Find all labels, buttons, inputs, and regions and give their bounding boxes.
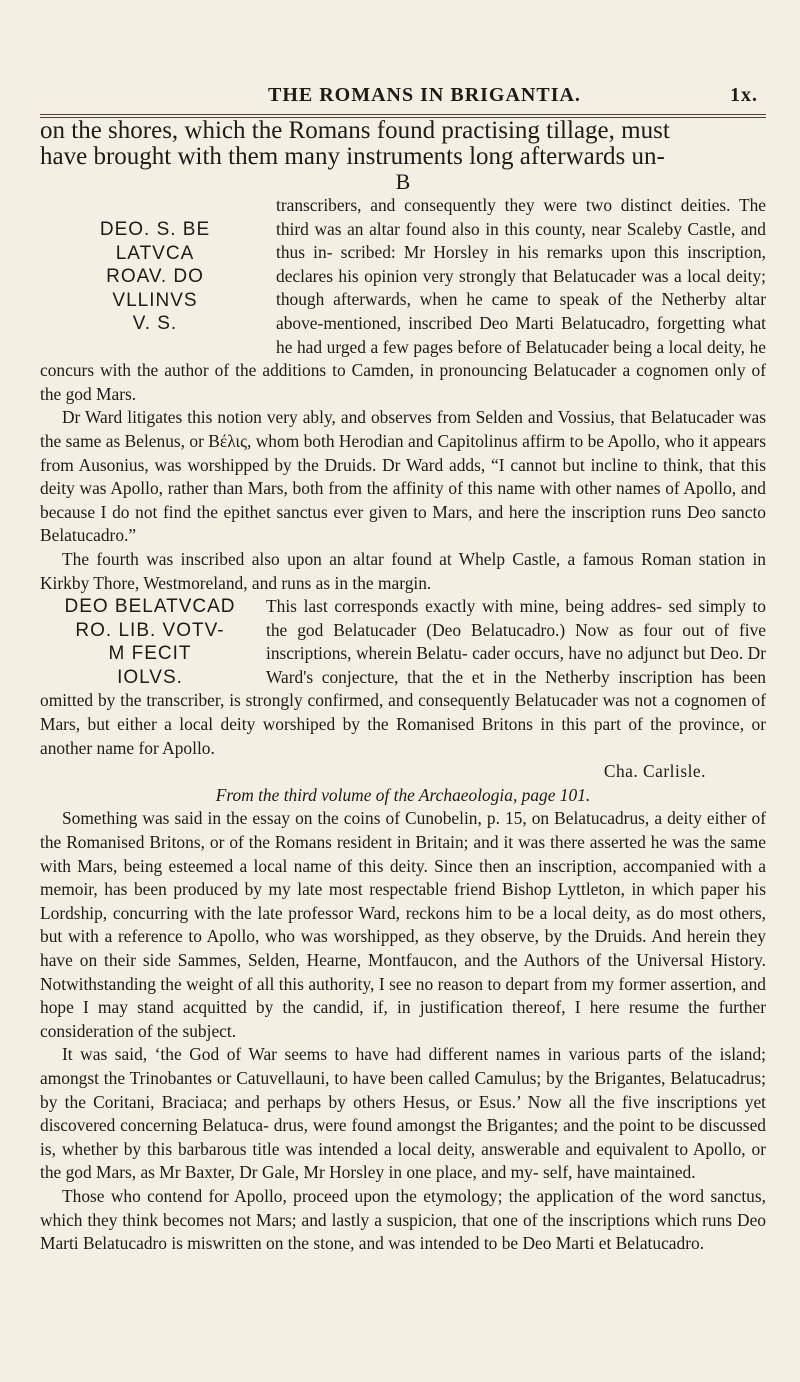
- inscription-line: RO. LIB. VOTV-: [75, 619, 225, 641]
- paragraph-5: Something was said in the essay on the coins of Cunobelin, p. 15, on Belatucadrus, a deity either of the Romanised Britons, or of the Romans resident in Britain; and it was there asserted he was the same with Mars, being esteemed a local name of this deity. Since then an inscription, accompanied with a memoir, has been produced by my late most respectable friend Bishop Lyttleton, in which paper his Lordship, concurring with the late professor Ward, reckons him to be a local deity, as do most others, but with a reference to Apollo, who was worshipped, as they observe, by the Druids. And herein they have on their side Sammes, Selden, Hearne, Montfaucon, and the Authors of the Universal History. Notwithstanding the weight of all this authority, I see no reason to depart from my former assertion, and hope I may stand acquitted by the candid, if, in justification thereof, I here resume the further consideration of the subject.: [40, 808, 766, 1041]
- inscription-line: IOLVS.: [117, 666, 183, 688]
- running-head-title: THE ROMANS IN BRIGANTIA.: [268, 84, 581, 106]
- paragraph-1-line-2: have brought with them many instruments long afterwards un-: [40, 143, 665, 170]
- inscription-whelp-castle: [40, 595, 260, 689]
- source-citation: From the third volume of the Archaeologia, page 101.: [215, 784, 591, 805]
- inscription-line: M FECIT: [108, 643, 192, 665]
- inscription-line: ROAV. DO: [106, 266, 204, 288]
- paragraph-7: Those who contend for Apollo, proceed upon the etymology; the application of the word sanctus, which they think becomes not Mars; and lastly a suspicion, that one of the inscriptions which runs Deo Marti Belatucadro is miswritten on the stone, and was intended to be Deo Marti et Belatucadro.: [40, 1185, 766, 1254]
- signature-mark: B: [395, 169, 411, 194]
- inscription-line: VLLINVS: [112, 289, 198, 311]
- paragraph-2: transcribers, and consequently they were two distinct deities. The third was an altar found also in this county, near Scaleby Castle, and thus in- scribed: Mr Horsley in his remarks upon this inscription, declares his opinion very strongly that Belatucader was a local deity; though afterwards, when he came to speak of the Netherby altar above-mentioned, inscribed Deo Marti Belatucadro, forgetting what he had urged a few pages before of Belatucader being a local deity, he concurs with the author of the additions to Camden, in pronouncing Belatucader a cognomen only of the god Mars.: [40, 195, 766, 404]
- page-number: 1x.: [730, 84, 758, 106]
- author-signature: Cha. Carlisle.: [603, 761, 706, 782]
- paragraph-4: The fourth was inscribed also upon an altar found at Whelp Castle, a famous Roman station in Kirkby Thore, Westmoreland, and runs as in the margin.: [40, 548, 766, 593]
- inscription-scaleby: [40, 194, 270, 336]
- running-head: [40, 84, 766, 110]
- paragraph-3: Dr Ward litigates this notion very ably, and observes from Selden and Vossius, that Belatucader was the same as Belenus, or Βέλις, whom both Herodian and Capitolinus affirm to be Apollo, who it appears from Ausonius, was worshipped by the Druids. Dr Ward adds, “I cannot but incline to think, that this deity was Apollo, rather than Mars, both from the affinity of this name with other names of Apollo, and because I do not find the epithet sanctus ever given to Mars, and here the inscription runs Deo sancto Belatucadro.”: [40, 407, 766, 546]
- inscription-line: DEO. S. BE: [99, 219, 211, 240]
- inscription-line: DEO BELATVCAD: [64, 596, 236, 618]
- paragraph-1-line-1: on the shores, which the Romans found practising tillage, must: [40, 117, 670, 144]
- paragraph-6: It was said, ‘the God of War seems to have had different names in various parts of the island; amongst the Trinobantes or Catuvellauni, to have been called Camulus; by the Brigantes, Belatucadrus; by the Coritani, Braciaca; and perhaps by others Hesus, or Esus.’ Now all the five inscriptions yet discovered concerning Belatuca- drus, were found amongst the Brigantes; and the point to be discussed is, whether by this barbarous title was intended a local deity, answerable and equivalent to Apollo, or the god Mars, as Mr Baxter, Dr Gale, Mr Horsley in one place, and my- self, have maintained.: [40, 1044, 766, 1183]
- inscription-line: LATVCA: [115, 242, 195, 264]
- body-text: [40, 118, 766, 1256]
- paragraph-4-continued: This last corresponds exactly with mine, being addres- sed simply to the god Belatucader (Deo Belatucadro.) Now as four out of five inscriptions, wherein Belatu- cader occurs, have no adjunct but Deo. Dr Ward's conjecture, that the et in the Netherby inscription has been omitted by the transcriber, is strongly confirmed, and consequently Belatucader was not a cognomen of Mars, but either a local deity worshiped by the Romanised Britons in this part of the province, or another name for Apollo.: [40, 596, 766, 758]
- inscription-line: V. S.: [132, 313, 178, 335]
